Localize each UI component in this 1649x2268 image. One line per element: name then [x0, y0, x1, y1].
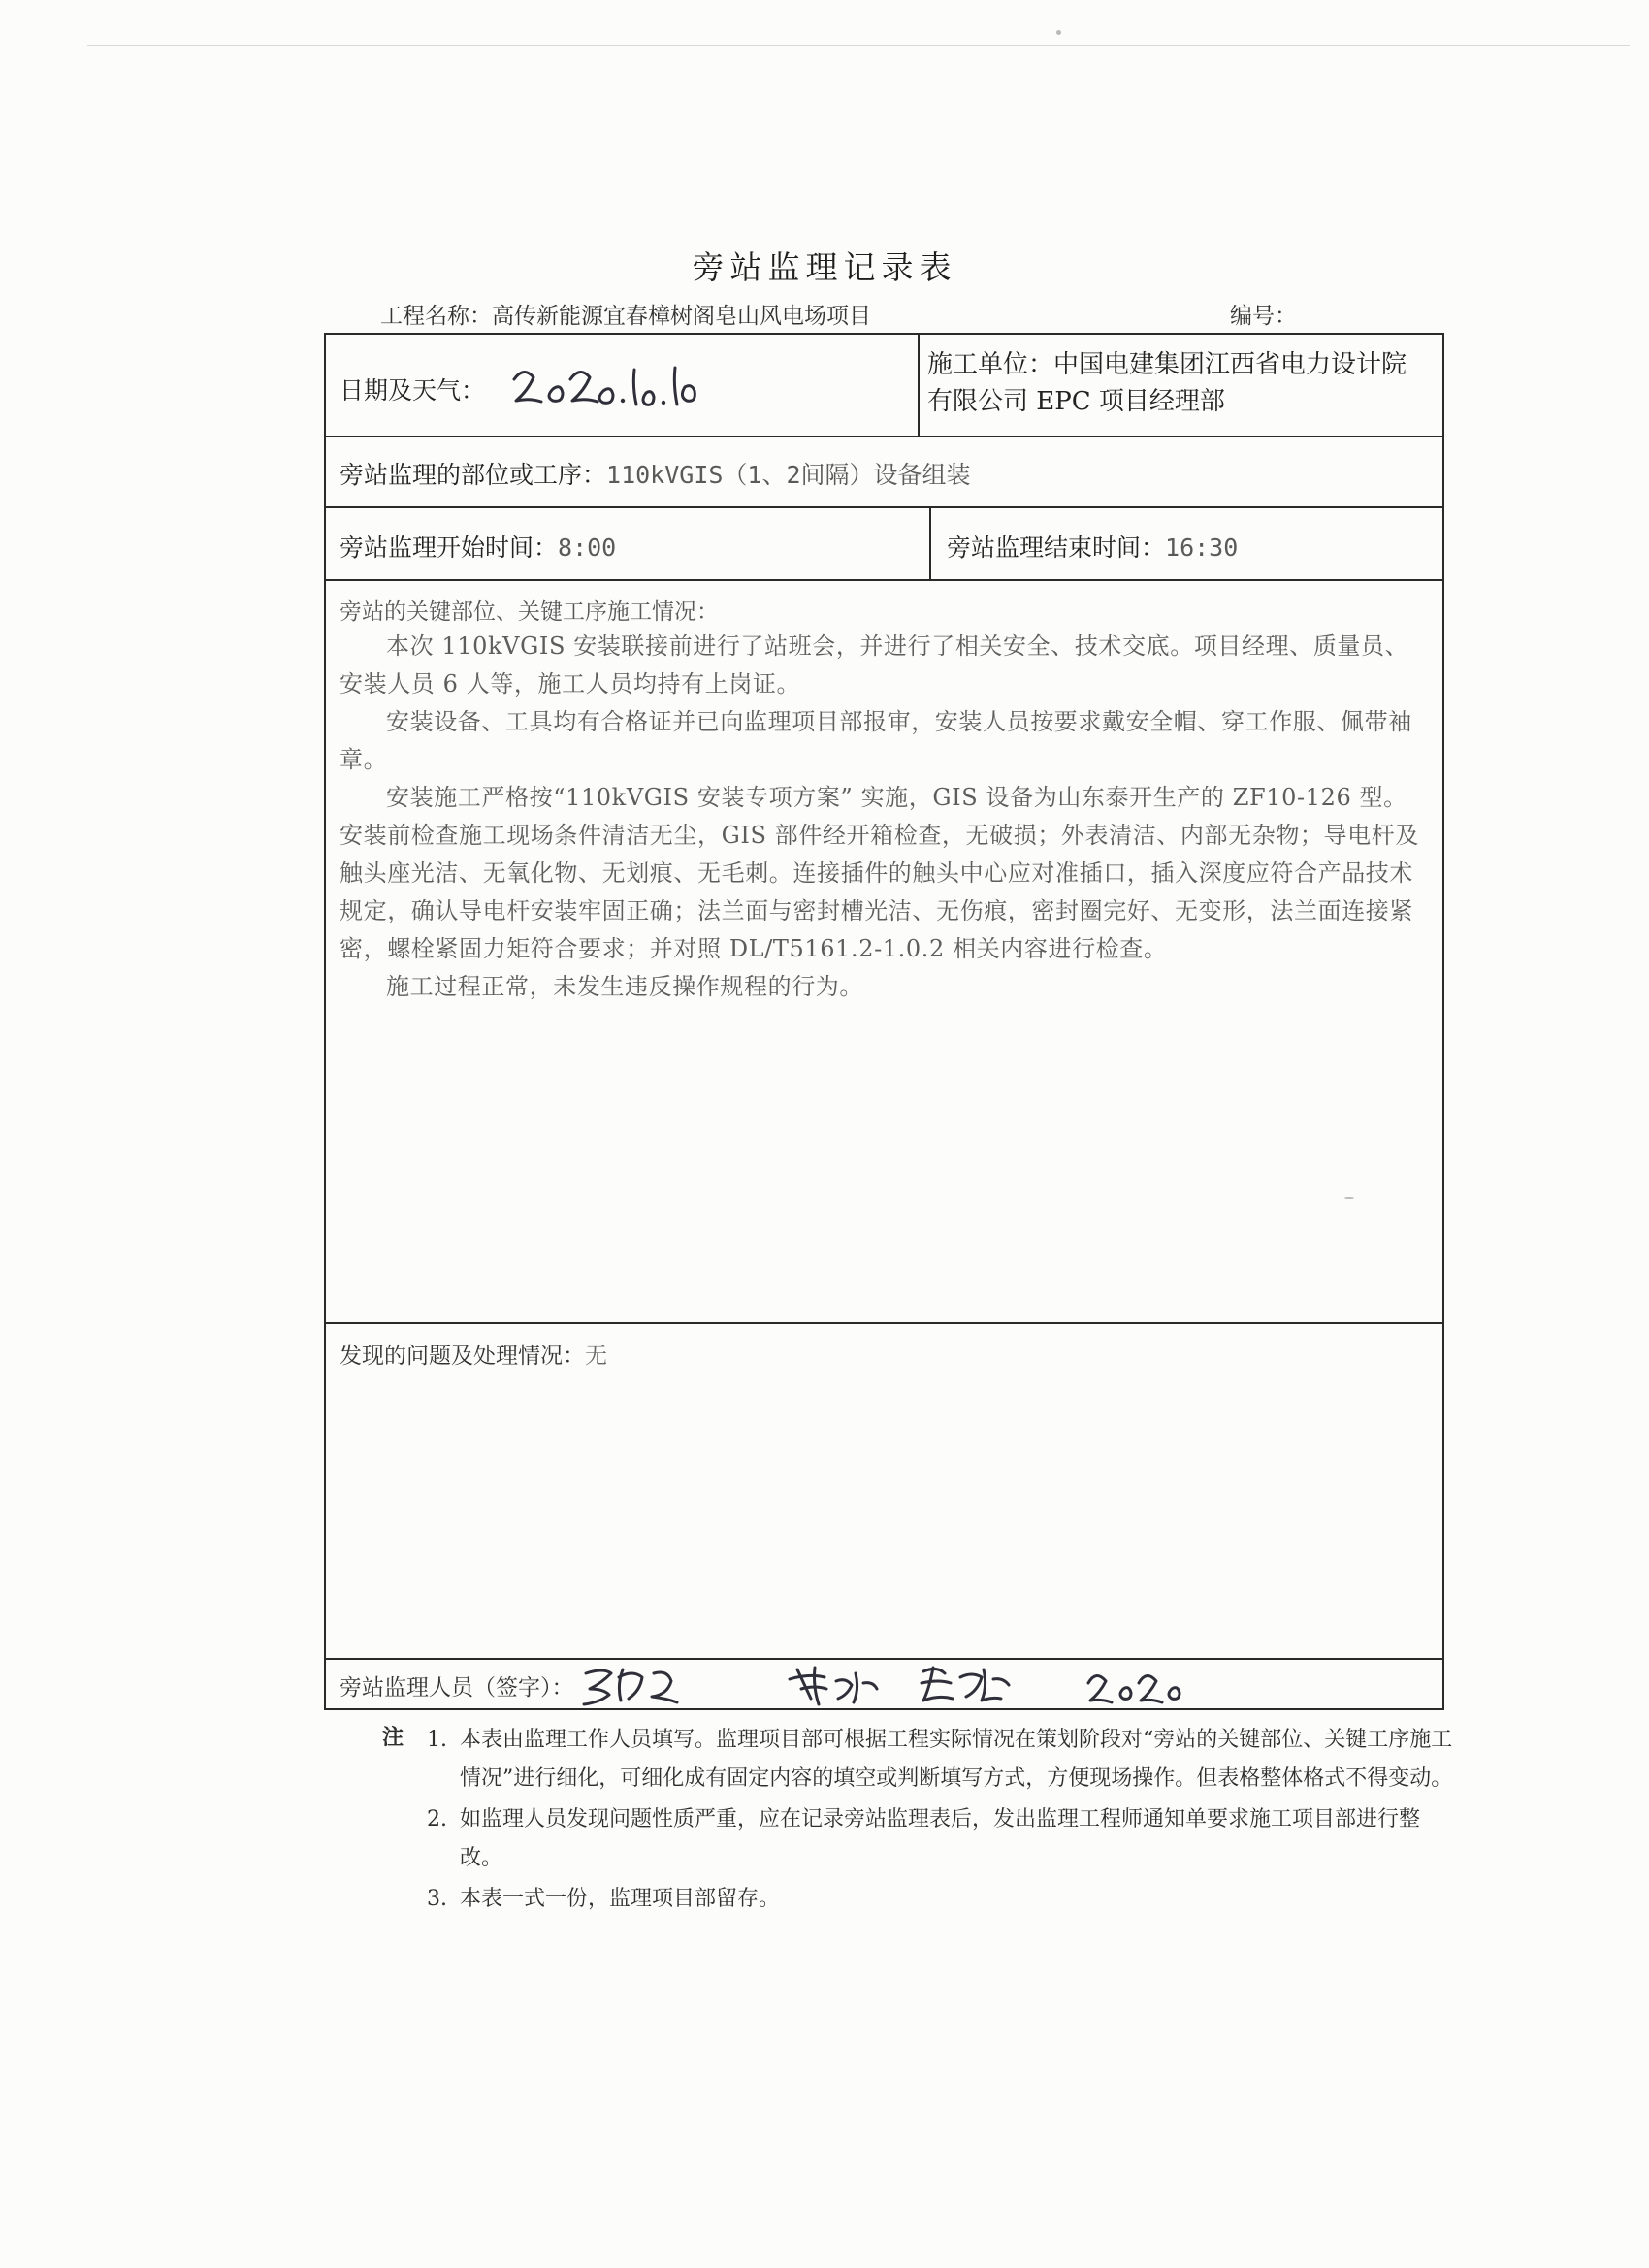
- row-divider: [326, 506, 1442, 508]
- date-weather-cell: [340, 372, 485, 406]
- row-divider: [326, 1322, 1442, 1324]
- note-text: 如监理人员发现问题性质严重，应在记录旁站监理表后，发出监理工程师通知单要求施工项目部进行整改。: [460, 1807, 1421, 1870]
- serial-number-label: 编号：: [1230, 304, 1297, 329]
- row-divider: [326, 436, 1442, 437]
- situation-paragraph: 安装施工严格按“110kVGIS 安装专项方案” 实施，GIS 设备为山东泰开生产的 ZF10-126 型。安装前检查施工现场条件清洁无尘，GIS 部件经开箱检查，无破损；外表清洁、内部无杂物；导电杆及触头座光洁、无氧化物、无划痕、无毛刺。连接插件的触头中心应对准插口，插入深度应符合产品技术规定，确认导电杆安装牢固正确；法兰面与密封槽光洁、无伤痕，密封圈完好、无变形，法兰面连接紧密，螺栓紧固力矩符合要求；并对照 DL/T5161.2-1.0.2 相关内容进行检查。: [340, 784, 1419, 962]
- note-item: [382, 1880, 1459, 1919]
- document-title: 旁站监理记录表: [692, 248, 957, 286]
- handwritten-date: [508, 358, 702, 412]
- start-time-cell: [340, 529, 616, 564]
- notes-label: 注: [382, 1725, 404, 1750]
- situation-paragraph: 施工过程正常，未发生违反操作规程的行为。: [386, 973, 863, 1000]
- supervised-part-label: 旁站监理的部位或工序：: [340, 461, 607, 489]
- notes-section: [382, 1721, 1459, 1921]
- project-name: 高传新能源宜春樟树阁皂山风电场项目: [492, 304, 871, 329]
- supervised-part-cell: [340, 456, 971, 491]
- start-time-value: 8:00: [558, 534, 617, 562]
- issues-cell: [340, 1338, 607, 1370]
- construction-unit-cell: [927, 346, 1432, 420]
- project-line: [380, 298, 871, 330]
- project-label: 工程名称：: [380, 304, 492, 329]
- record-form: [324, 333, 1444, 1710]
- construction-unit-value: 中国电建集团江西省电力设计院有限公司 EPC 项目经理部: [927, 350, 1407, 416]
- signers-label: 旁站监理人员（签字）：: [340, 1675, 574, 1701]
- note-item: [382, 1721, 1459, 1798]
- scan-speck: [1056, 30, 1061, 35]
- note-text: 本表一式一份，监理项目部留存。: [460, 1887, 781, 1911]
- date-weather-label: 日期及天气：: [340, 376, 486, 405]
- end-time-label: 旁站监理结束时间：: [947, 534, 1166, 562]
- note-number: 3.: [427, 1887, 447, 1911]
- note-number: 1.: [427, 1728, 447, 1752]
- column-divider: [918, 335, 920, 436]
- end-time-cell: [947, 529, 1238, 564]
- scan-edge-line: [87, 45, 1630, 46]
- row-divider: [326, 579, 1442, 581]
- issues-value: 无: [585, 1344, 607, 1369]
- situation-paragraph: 本次 110kVGIS 安装联接前进行了站班会，并进行了相关安全、技术交底。项目经理、质量员、安装人员 6 人等，施工人员均持有上岗证。: [340, 632, 1409, 697]
- end-time-value: 16:30: [1165, 534, 1239, 562]
- construction-unit-label: 施工单位：: [927, 350, 1054, 379]
- column-divider: [929, 506, 931, 579]
- note-number: 2.: [427, 1807, 447, 1831]
- situation-paragraph: 安装设备、工具均有合格证并已向监理项目部报审，安装人员按要求戴安全帽、穿工作服、佩带袖章。: [340, 708, 1412, 773]
- note-text: 本表由监理工作人员填写。监理项目部可根据工程实际情况在策划阶段对“旁站的关键部位、关键工序施工情况”进行细化，可细化成有固定内容的填空或判断填写方式，方便现场操作。但表格整体格式不得变动。: [460, 1728, 1453, 1791]
- note-item: [382, 1800, 1459, 1878]
- supervised-part-value: 110kVGIS（1、2间隔）设备组装: [606, 461, 971, 489]
- start-time-label: 旁站监理开始时间：: [340, 534, 559, 562]
- situation-heading: 旁站的关键部位、关键工序施工情况：: [340, 599, 719, 625]
- situation-body: [340, 628, 1430, 1006]
- issues-label: 发现的问题及处理情况：: [340, 1344, 585, 1369]
